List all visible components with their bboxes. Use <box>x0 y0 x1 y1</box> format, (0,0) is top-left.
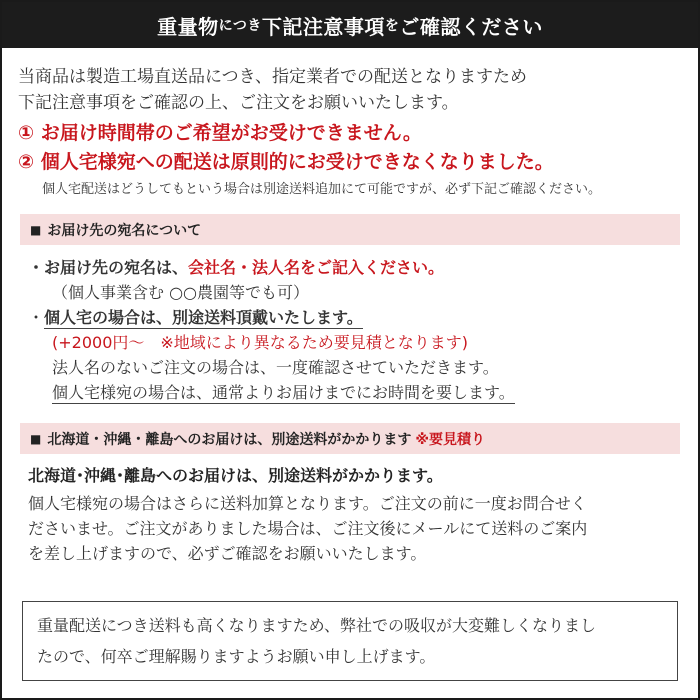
addressee-rule-1-note: （個人事業含む ○○農園等でも可） <box>52 283 310 302</box>
remote-areas-paragraph-3: を差し上げますので、必ずご確認をお願いいたします。 <box>28 544 427 563</box>
residential-note: 個人宅配送はどうしてもという場合は別途送料追加にて可能ですが、必ず下記ご確認ください。 <box>42 182 602 197</box>
remote-areas-paragraph-2: ださいませ。ご注文がありました場合は、ご注文後にメールにて送料のご案内 <box>28 519 588 538</box>
section-remote-areas-header <box>20 423 680 454</box>
addressee-rule-2-emphasis: 個人宅の場合は、別途送料頂戴いたします。 <box>44 308 363 327</box>
notice-header <box>2 2 698 48</box>
addressee-rule-1-emphasis: 会社名・法人名をご記入ください。 <box>188 258 445 277</box>
apology-line-1: 重量配送につき送料も高くなりますため、弊社での吸収が大変難しくなりまし <box>37 616 597 635</box>
remote-areas-paragraph-1: 個人宅様宛の場合はさらに送料加算となります。ご注文の前に一度お問合せく <box>28 494 587 513</box>
warning-residential: ② 個人宅様宛への配送は原則的にお受けできなくなりました。 <box>18 151 554 173</box>
remote-areas-statement: 北海道･沖縄･離島へのお届けは、別途送料がかかります。 <box>28 466 443 485</box>
section-remote-areas-title: 北海道・沖縄・離島へのお届けは、別途送料がかかります <box>47 431 412 448</box>
addressee-rule-2-bullet: ・ <box>28 308 45 327</box>
header-text-5: ご確認ください <box>399 14 543 39</box>
header-text-2: につき <box>218 18 262 34</box>
intro-line-2: 下記注意事項をご確認の上、ご注文をお願いいたします。 <box>18 93 459 113</box>
intro-text <box>18 64 527 116</box>
header-text-1: 重量物 <box>157 14 219 39</box>
square-bullet-icon: ■ <box>30 222 42 237</box>
intro-line-1: 当商品は製造工場直送品につき、指定業者での配送となりますため <box>18 67 527 87</box>
addressee-rule-1 <box>28 255 444 280</box>
quote-required-label: ※要見積り <box>415 431 485 448</box>
addressee-rule-2 <box>28 305 363 330</box>
header-text-3: 下記注意事項 <box>261 14 385 39</box>
section-addressee-header <box>20 214 680 245</box>
header-text-4: を <box>384 18 400 34</box>
confirmation-note: 法人名のないご注文の場合は、一度確認させていただきます。 <box>52 358 499 377</box>
delivery-time-note <box>52 380 515 405</box>
section-addressee-title: お届け先の宛名について <box>47 222 202 239</box>
warning-time-slot: ① お届け時間帯のご希望がお受けできません。 <box>18 122 422 144</box>
apology-box <box>22 601 678 681</box>
apology-line-2: たので、何卒ご理解賜りますようお願い申し上げます。 <box>37 647 436 666</box>
surcharge-note: (+2000円〜 ※地域により異なるため要見積となります) <box>52 333 469 352</box>
square-bullet-icon: ■ <box>30 431 42 446</box>
delivery-time-note-text: 個人宅様宛の場合は、通常よりお届けまでにお時間を要します。 <box>52 383 515 402</box>
addressee-rule-1-prefix: ・お届け先の宛名は、 <box>28 258 189 277</box>
